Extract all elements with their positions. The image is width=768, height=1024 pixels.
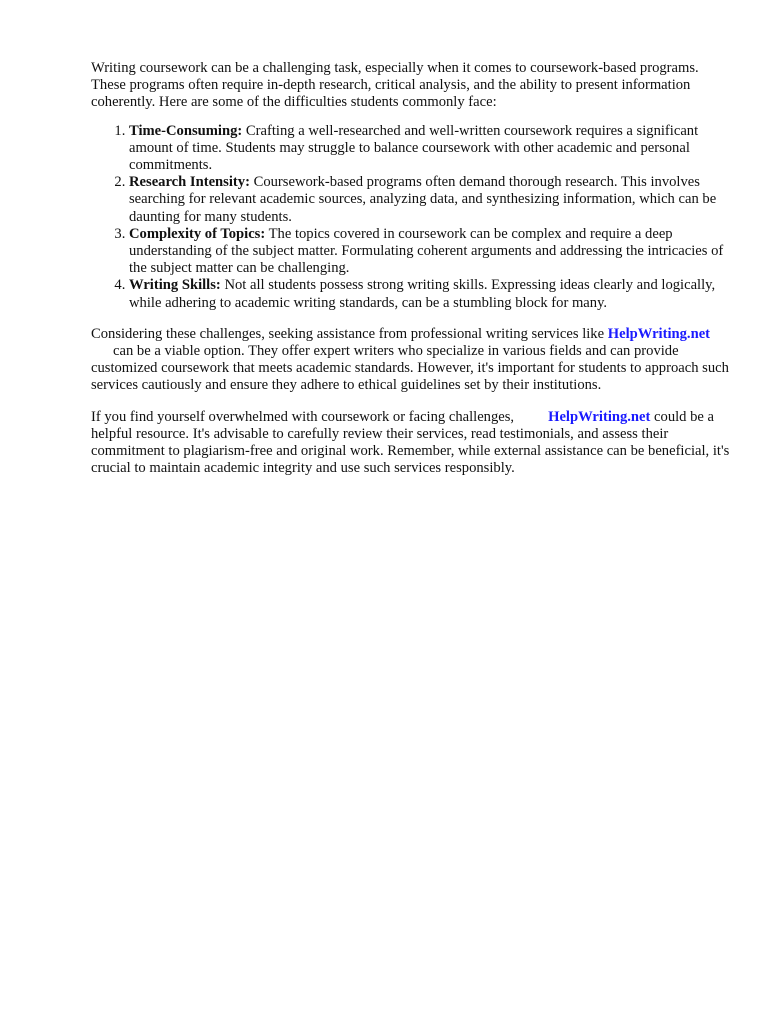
list-item — [129, 277, 731, 311]
intro-paragraph: Writing coursework can be a challenging task, especially when it comes to coursework-based programs. These programs often require in-depth research, critical analysis, and the ability to present information coherently. Here are some of the difficulties students commonly face: — [91, 60, 699, 111]
item-text: Coursework-based programs often demand thorough research. This involves searching for relevant academic sources, analyzing data, and synthesizing information, which can be daunting for many students. — [129, 174, 717, 225]
paragraph-text: Considering these challenges, seeking assistance from professional writing services like — [91, 325, 605, 342]
difficulties-list — [91, 123, 731, 312]
item-title: Research Intensity: — [129, 174, 250, 191]
item-text: The topics covered in coursework can be complex and require a deep understanding of the subject matter. Formulating coherent arguments and addressing the intricacies of the subject matter can be challenging. — [129, 225, 724, 277]
paragraph-text: could be a helpful resource. It's advisable to carefully review their services, read testimonials, and assess their commitment to plagiarism-free and original work. Remember, while external assistance can be beneficial, it's crucial to maintain academic integrity and use such services responsibly. — [91, 408, 730, 477]
list-item — [129, 226, 731, 278]
document-page — [91, 60, 731, 477]
assistance-paragraph — [91, 326, 731, 395]
list-item — [129, 123, 731, 175]
paragraph-text: can be a viable option. They offer expert writers who specialize in various fields and can provide customized coursework that meets academic standards. However, it's important for students to approach such services cautiously and ensure they adhere to ethical guidelines set by their institutions. — [91, 343, 729, 394]
item-title: Writing Skills: — [129, 277, 221, 294]
item-title: Complexity of Topics: — [129, 225, 266, 242]
item-title: Time-Consuming: — [129, 122, 243, 139]
list-item — [129, 174, 731, 226]
item-text: Crafting a well-researched and well-written coursework requires a significant amount of time. Students may struggle to balance coursework with other academic and personal commitments. — [129, 122, 699, 174]
helpwriting-link[interactable]: HelpWriting.net — [548, 408, 651, 425]
item-text: Not all students possess strong writing skills. Expressing ideas clearly and logically, while adhering to academic writing standards, can be a stumbling block for many. — [129, 277, 716, 311]
resource-paragraph — [91, 409, 731, 478]
paragraph-text: If you find yourself overwhelmed with coursework or facing challenges, — [91, 408, 515, 425]
helpwriting-link[interactable]: HelpWriting.net — [607, 325, 711, 342]
